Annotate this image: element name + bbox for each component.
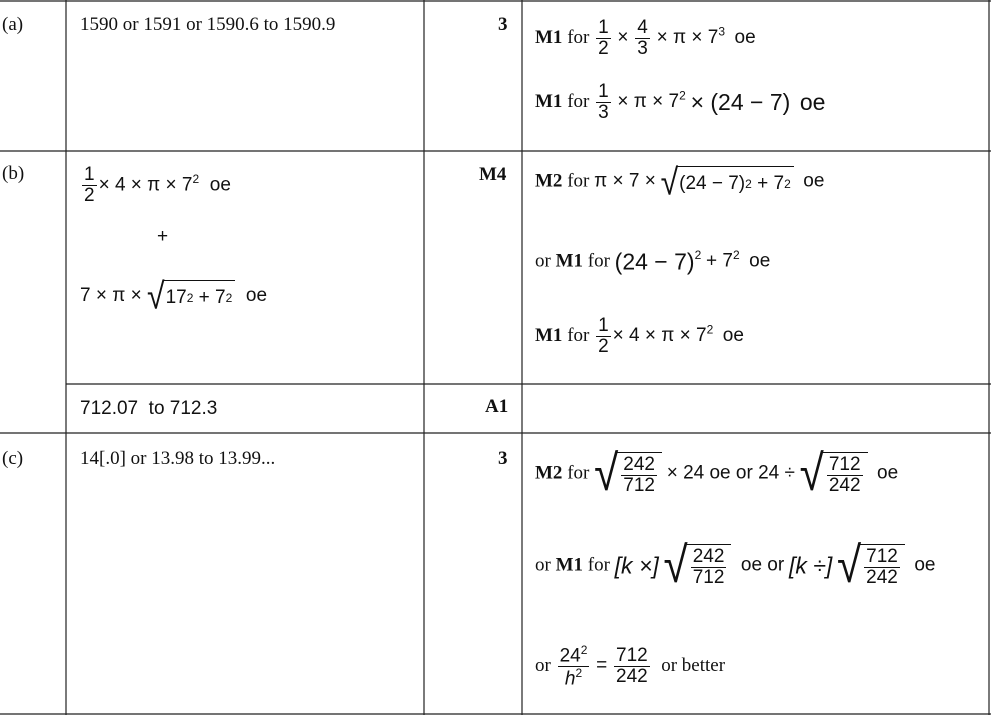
notes-b-m1-half (535, 316, 744, 357)
fraction-half (596, 316, 611, 357)
fraction-numerator: 1 (598, 17, 609, 38)
radicand: + 7 (198, 286, 226, 308)
fraction-denominator: 2 (84, 184, 95, 206)
expression: × (24 − 7) (690, 88, 791, 115)
expression: + 7 (706, 250, 733, 272)
fraction-numerator: 4 (637, 17, 648, 38)
fraction-left (558, 644, 590, 690)
expression: × 4 × π × 7 (612, 324, 707, 346)
radicand: + 7 (757, 172, 785, 194)
oe-note: oe (722, 324, 744, 346)
for-word: for (567, 26, 590, 48)
square-root: √ $\frac{712}{242}$ (837, 544, 905, 588)
for-word: for (567, 90, 590, 112)
oe-note: oe (914, 554, 936, 576)
answer-b-plus: + (157, 226, 169, 247)
oe-note: oe (245, 285, 268, 307)
fraction-numerator: 712 (828, 454, 861, 476)
fraction-half (82, 165, 97, 206)
exponent: 2 (732, 248, 740, 262)
mark-b: M4 (479, 164, 507, 185)
equals-sign: = (596, 655, 608, 677)
method-mark: M2 (535, 170, 563, 192)
fraction-third (596, 82, 611, 123)
fraction-numerator: 242 (623, 454, 655, 476)
mark-a: 3 (498, 14, 508, 35)
method-mark: M1 (555, 554, 584, 576)
square-root: √ $\frac{242}{712}$ (594, 452, 662, 496)
exponent: 2 (706, 322, 714, 337)
square-root: √ 17 2 + 7 2 (147, 280, 235, 312)
square-root: √ $\frac{712}{242}$ (800, 452, 868, 496)
answer-b-line1 (80, 165, 231, 206)
fraction-denominator: 242 (616, 666, 648, 688)
answer-c: 14[.0] or 13.98 to 13.99... (80, 448, 276, 469)
exponent: 2 (192, 172, 200, 187)
fraction-denominator: 242 (828, 475, 861, 496)
oe-note: oe (749, 250, 771, 272)
oe-note: oe (803, 170, 825, 192)
fraction-denominator: h (564, 668, 576, 690)
exponent: 2 (225, 290, 233, 305)
notes-c-m1 (535, 537, 936, 594)
or-word: or (535, 655, 551, 677)
fraction-denominator: 2 (598, 37, 609, 59)
expression: × π × 7 (617, 90, 680, 112)
expression: × π × 7 (656, 26, 719, 48)
fraction-numerator: 1 (598, 315, 609, 336)
for-word: for (587, 554, 610, 576)
notes-b-m2 (535, 161, 825, 203)
fraction-numerator: 712 (866, 546, 898, 568)
radicand: (24 − 7) (679, 172, 746, 194)
oe-note: oe (734, 26, 756, 48)
fraction-denominator: 242 (866, 567, 898, 588)
oe-note: oe (209, 174, 231, 196)
method-mark: M2 (535, 462, 563, 484)
fraction-numerator: 242 (692, 546, 725, 568)
exponent: 3 (718, 24, 726, 39)
part-label-b: (b) (2, 163, 25, 184)
notes-b-m1 (535, 248, 770, 275)
expression: (24 − 7) (614, 248, 695, 275)
notes-a-m1-second (535, 82, 825, 123)
expression: [k ÷] (788, 552, 833, 579)
fraction-numerator: 1 (84, 164, 95, 185)
mark-b-final: A1 (485, 396, 509, 417)
for-word: for (567, 170, 590, 192)
notes-a-m1-first: M1 for $\frac{1}{2}$ × $\frac{4}{3}$ × $\pi \times 7^3$ oe (535, 17, 756, 59)
expression: π × 7 × (594, 170, 656, 192)
exponent: 2 (694, 248, 702, 262)
exponent: 2 (679, 88, 686, 103)
fraction-numerator: 24 (559, 645, 581, 667)
for-word: for (587, 250, 610, 272)
square-root: √ $\frac{242}{712}$ (664, 544, 732, 588)
or-word: or (535, 250, 551, 272)
exponent: 2 (186, 290, 194, 305)
fraction-numerator: 712 (616, 645, 648, 667)
part-label-a: (a) (2, 14, 24, 35)
method-mark: M1 (535, 90, 563, 112)
method-mark: M1 (555, 250, 584, 272)
expression: [k ×] (614, 552, 659, 579)
part-label-c: (c) (2, 448, 24, 469)
answer-b-line2 (80, 275, 268, 317)
fraction-denominator: 712 (692, 567, 725, 588)
expression: × 24 oe or 24 ÷ (666, 462, 795, 484)
answer-b-final: 712.07 to 712.3 (80, 398, 218, 419)
answer-a: 1590 or 1591 or 1590.6 to 1590.9 (80, 14, 336, 35)
oe-note: oe (877, 462, 899, 484)
expression: oe or (740, 554, 785, 576)
fraction-denominator: 712 (623, 475, 655, 496)
for-word: for (567, 462, 590, 484)
mark-c: 3 (498, 448, 508, 469)
exponent: 2 (784, 176, 791, 191)
for-word: for (567, 324, 590, 346)
exponent: 2 (575, 666, 583, 681)
method-mark: M1 (535, 324, 563, 346)
fraction-denominator: 3 (637, 37, 648, 59)
fraction-four-thirds (635, 18, 650, 59)
radicand: 17 (165, 286, 187, 308)
exponent: 2 (745, 176, 752, 191)
method-mark: M1 (535, 26, 563, 48)
expression: × 4 × π × 7 (98, 174, 193, 196)
notes-c-m2 (535, 445, 899, 502)
fraction-denominator: 3 (598, 101, 609, 123)
or-better-note: or better (661, 655, 726, 677)
square-root: √ (24 − 7) 2 + 7 2 (661, 166, 794, 198)
fraction-right (614, 646, 650, 687)
fraction-numerator: 1 (598, 81, 609, 102)
exponent: 2 (580, 643, 588, 657)
fraction-half (596, 18, 611, 59)
expression: 7 × π × (80, 285, 142, 307)
or-word: or (535, 554, 551, 576)
oe-note: oe (799, 88, 826, 115)
notes-c-equation (535, 644, 725, 690)
fraction-denominator: 2 (598, 335, 609, 357)
